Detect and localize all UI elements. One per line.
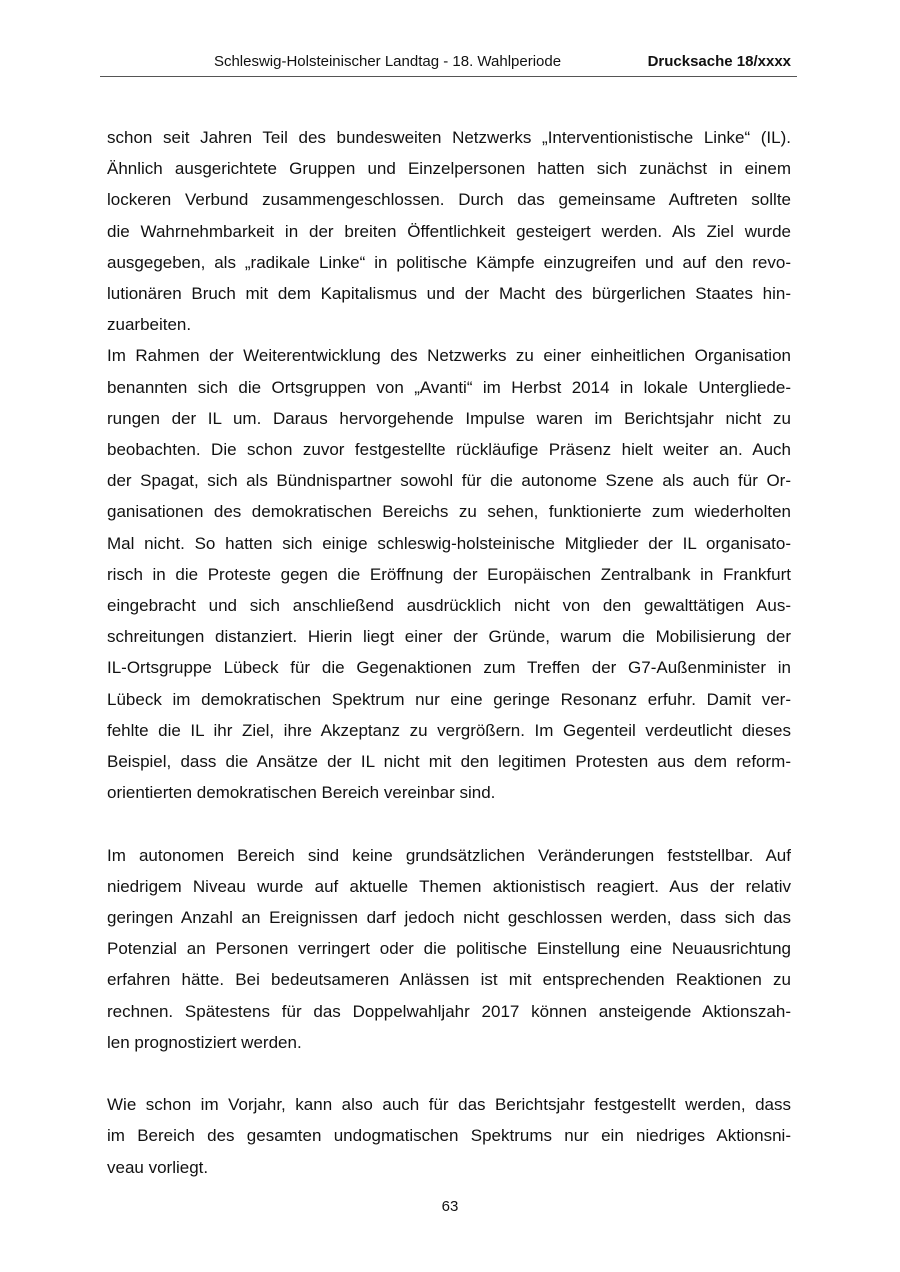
header-title: Schleswig-Holsteinischer Landtag - 18. Wahlperiode	[213, 53, 562, 70]
text-line: Mal nicht. So hatten sich einige schleswig-holsteinische Mitglieder der IL organisato-	[107, 533, 791, 553]
text-line: Beispiel, dass die Ansätze der IL nicht mit den legitimen Protesten aus dem reform-	[107, 752, 791, 772]
text-line: zuarbeiten.	[107, 315, 192, 335]
paragraph-4	[107, 1089, 791, 1183]
text-line: Potenzial an Personen verringert oder die politische Einstellung eine Neuausrichtung	[107, 939, 791, 959]
text-line: orientierten demokratischen Bereich vereinbar sind.	[107, 783, 496, 803]
text-line: der Spagat, sich als Bündnispartner sowohl für die autonome Szene als auch für Or-	[107, 471, 791, 491]
paragraph-2	[107, 340, 791, 808]
text-line: benannten sich die Ortsgruppen von „Avanti“ im Herbst 2014 in lokale Untergliede-	[107, 377, 791, 397]
text-line: geringen Anzahl an Ereignissen darf jedoch nicht geschlossen werden, dass sich das	[107, 908, 791, 928]
document-reference: Drucksache 18/xxxx	[647, 53, 791, 70]
text-line: schon seit Jahren Teil des bundesweiten Netzwerks „Interventionistische Linke“ (IL).	[107, 128, 791, 147]
page-header	[100, 52, 797, 77]
text-line: schreitungen distanziert. Hierin liegt einer der Gründe, warum die Mobilisierung der	[107, 627, 791, 647]
paragraph-1	[107, 122, 791, 340]
text-line: Ähnlich ausgerichtete Gruppen und Einzelpersonen hatten sich zunächst in einem	[107, 159, 791, 179]
text-line: Wie schon im Vorjahr, kann also auch für das Berichtsjahr festgestellt werden, dass	[107, 1095, 791, 1115]
text-line: niedrigem Niveau wurde auf aktuelle Themen aktionistisch reagiert. Aus der relativ	[107, 876, 791, 896]
text-line: Im Rahmen der Weiterentwicklung des Netzwerks zu einer einheitlichen Organisation	[107, 346, 791, 366]
text-line: erfahren hätte. Bei bedeutsameren Anlässen ist mit entsprechenden Reaktionen zu	[107, 970, 791, 990]
text-line: IL-Ortsgruppe Lübeck für die Gegenaktionen zum Treffen der G7-Außenminister in	[107, 658, 791, 678]
text-line: im Bereich des gesamten undogmatischen Spektrums nur ein niedriges Aktionsni-	[107, 1126, 791, 1146]
page-number: 63	[441, 1198, 459, 1215]
body-text	[107, 122, 791, 1183]
text-line: ausgegeben, als „radikale Linke“ in politische Kämpfe einzugreifen und auf den revo-	[107, 252, 791, 272]
text-line: lutionären Bruch mit dem Kapitalismus und der Macht des bürgerlichen Staates hin-	[107, 284, 791, 304]
text-line: len prognostiziert werden.	[107, 1032, 302, 1052]
text-line: veau vorliegt.	[107, 1157, 209, 1177]
text-line: beobachten. Die schon zuvor festgestellte rückläufige Präsenz hielt weiter an. Auch	[107, 440, 791, 460]
text-line: lockeren Verbund zusammengeschlossen. Durch das gemeinsame Auftreten sollte	[107, 190, 791, 210]
text-line: rungen der IL um. Daraus hervorgehende Impulse waren im Berichtsjahr nicht zu	[107, 408, 791, 428]
text-line: ganisationen des demokratischen Bereichs zu sehen, funktionierte zum wiederholten	[107, 502, 791, 522]
paragraph-spacer	[107, 1058, 791, 1089]
text-line: die Wahrnehmbarkeit in der breiten Öffentlichkeit gesteigert werden. Als Ziel wurde	[107, 221, 791, 241]
text-line: risch in die Proteste gegen die Eröffnung der Europäischen Zentralbank in Frankfurt	[107, 564, 791, 584]
text-line: eingebracht und sich anschließend ausdrücklich nicht von den gewalttätigen Aus-	[107, 596, 791, 616]
text-line: fehlte die IL ihr Ziel, ihre Akzeptanz zu vergrößern. Im Gegenteil verdeutlicht dieses	[107, 720, 791, 740]
paragraph-spacer	[107, 808, 791, 839]
text-line: Im autonomen Bereich sind keine grundsätzlichen Veränderungen feststellbar. Auf	[107, 845, 791, 865]
text-line: rechnen. Spätestens für das Doppelwahljahr 2017 können ansteigende Aktionszah-	[107, 1001, 791, 1021]
paragraph-3	[107, 840, 791, 1058]
text-line: Lübeck im demokratischen Spektrum nur eine geringe Resonanz erfuhr. Damit ver-	[107, 689, 791, 709]
